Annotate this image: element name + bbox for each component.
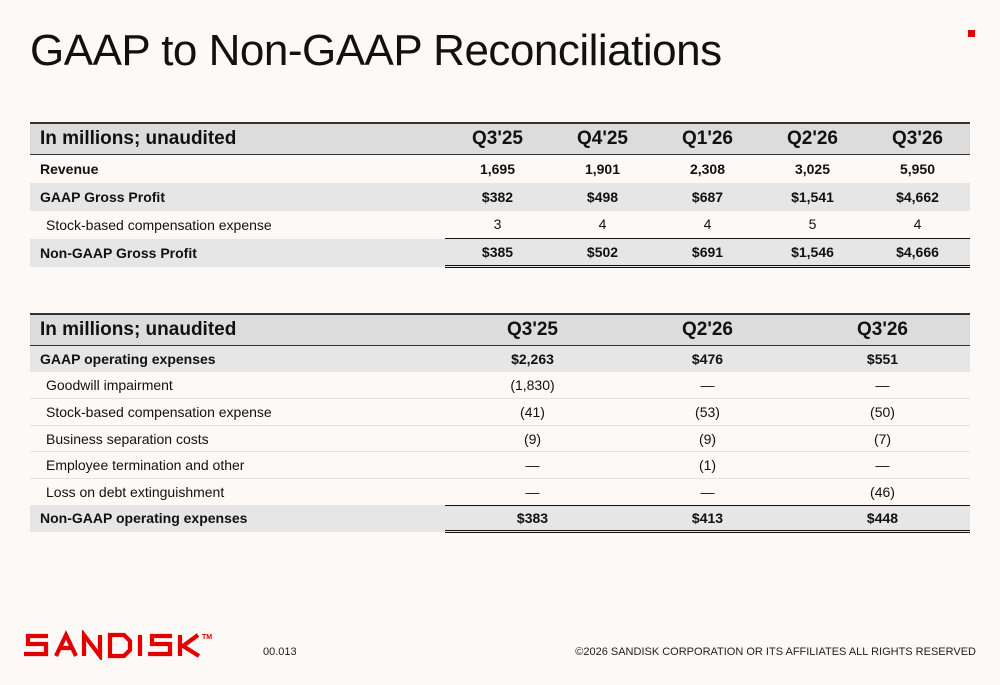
cell: (41): [445, 399, 620, 426]
table-row-non-gaap-gross-profit: [30, 239, 970, 267]
cell: —: [795, 452, 970, 479]
cell: $382: [445, 183, 550, 211]
cell: 5: [808, 216, 817, 233]
header-col: Q3'25: [445, 314, 620, 346]
cell: (53): [620, 399, 795, 426]
row-label: Revenue: [40, 160, 99, 177]
page-code: 00.013: [263, 646, 297, 658]
cell: (46): [870, 483, 895, 500]
header-col: Q3'25: [445, 123, 550, 155]
cell: $476: [620, 346, 795, 373]
cell: $1,546: [760, 239, 865, 267]
cell: 3,025: [794, 160, 831, 177]
cell: $687: [655, 183, 760, 211]
cell: —: [525, 483, 540, 500]
table-row-revenue: [30, 155, 970, 183]
cell: 4: [598, 216, 607, 233]
header-col: Q2'26: [760, 123, 865, 155]
row-label: Non-GAAP Gross Profit: [30, 239, 445, 267]
cell: —: [620, 372, 795, 399]
row-label: GAAP Gross Profit: [30, 183, 445, 211]
sandisk-logo: [22, 630, 212, 660]
cell: (1): [620, 452, 795, 479]
table-row-business-separation: [30, 425, 970, 452]
cell: $4,666: [865, 239, 970, 267]
page-title: GAAP to Non-GAAP Reconciliations: [30, 26, 722, 75]
cell: $385: [445, 239, 550, 267]
row-label: Stock-based compensation expense: [46, 216, 272, 233]
cell: (50): [795, 399, 970, 426]
table-row-employee-termination: [30, 452, 970, 479]
cell: (9): [620, 425, 795, 452]
corner-accent-mark: [968, 30, 975, 37]
cell: —: [445, 452, 620, 479]
header-col: Q1'26: [655, 123, 760, 155]
cell: (1,830): [445, 372, 620, 399]
cell: —: [795, 372, 970, 399]
cell: 4: [703, 216, 712, 233]
cell: $448: [795, 505, 970, 532]
cell: 4: [913, 216, 922, 233]
cell: $1,541: [760, 183, 865, 211]
gross-profit-reconciliation-table: [30, 122, 970, 268]
table-row-non-gaap-opex: [30, 505, 970, 532]
row-label: Goodwill impairment: [30, 372, 445, 399]
cell: —: [700, 483, 715, 500]
table-header-row: [30, 314, 970, 346]
cell: $383: [445, 505, 620, 532]
header-col: Q3'26: [865, 123, 970, 155]
row-label: Employee termination and other: [30, 452, 445, 479]
cell: 1,901: [584, 160, 621, 177]
trademark-mark: TM: [202, 634, 212, 641]
cell: $691: [655, 239, 760, 267]
table-row-goodwill-impairment: [30, 372, 970, 399]
cell: $498: [550, 183, 655, 211]
header-label: In millions; unaudited: [30, 123, 445, 155]
row-label: Non-GAAP operating expenses: [30, 505, 445, 532]
row-label: Loss on debt extinguishment: [46, 484, 225, 501]
copyright-notice: ©2026 SANDISK CORPORATION OR ITS AFFILIATES ALL RIGHTS RESERVED: [575, 646, 976, 658]
cell: $413: [620, 505, 795, 532]
cell: 5,950: [899, 160, 936, 177]
cell: $551: [795, 346, 970, 373]
cell: $502: [550, 239, 655, 267]
cell: $4,662: [865, 183, 970, 211]
cell: 1,695: [479, 160, 516, 177]
header-col: Q3'26: [795, 314, 970, 346]
header-col: Q2'26: [620, 314, 795, 346]
row-label: Stock-based compensation expense: [30, 399, 445, 426]
operating-expenses-reconciliation-table: [30, 313, 970, 533]
row-label: GAAP operating expenses: [30, 346, 445, 373]
row-label: Business separation costs: [30, 425, 445, 452]
cell: $2,263: [445, 346, 620, 373]
table-row-gaap-gross-profit: [30, 183, 970, 211]
header-col: Q4'25: [550, 123, 655, 155]
table-row-loss-on-debt: [30, 478, 970, 505]
cell: 2,308: [689, 160, 726, 177]
table-row-stock-comp: [30, 211, 970, 239]
cell: 3: [493, 216, 502, 233]
cell: (7): [795, 425, 970, 452]
cell: (9): [445, 425, 620, 452]
table-row-gaap-opex: [30, 346, 970, 373]
table-row-stock-comp: [30, 399, 970, 426]
table-header-row: [30, 123, 970, 155]
header-label: In millions; unaudited: [30, 314, 445, 346]
